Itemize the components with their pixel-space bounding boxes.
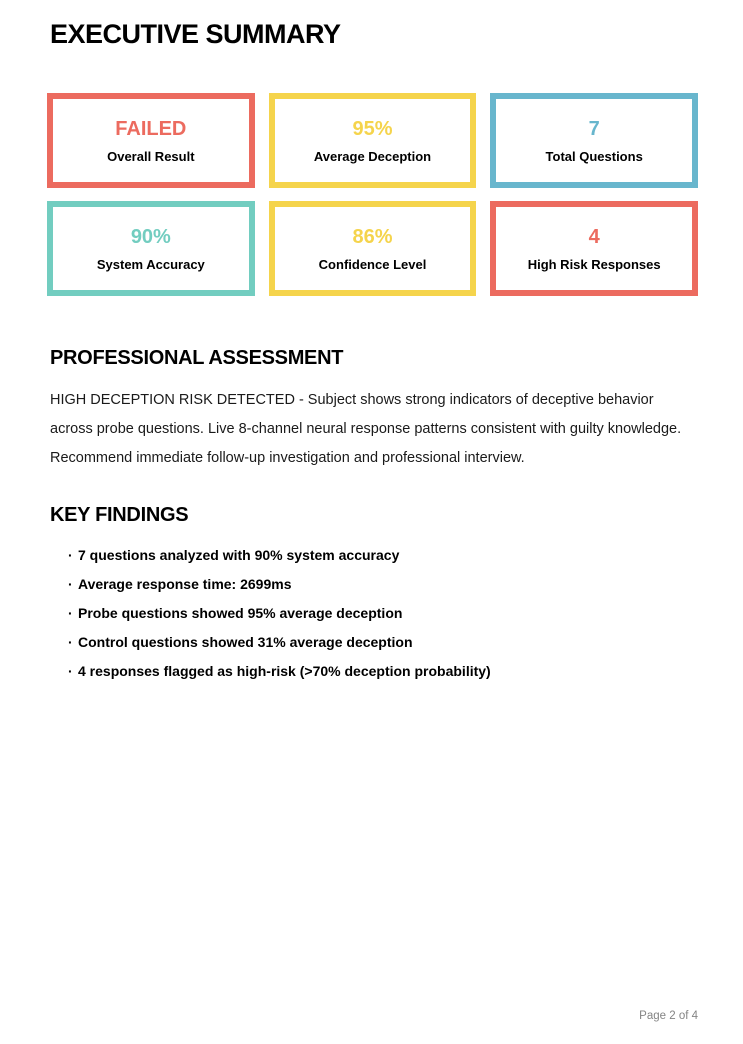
metric-value: 4 <box>588 225 600 248</box>
finding-item <box>68 570 695 599</box>
finding-text: 7 questions analyzed with 90% system accuracy <box>78 547 400 563</box>
bullet-icon: · <box>68 547 73 563</box>
metric-card-confidence-level <box>269 201 477 296</box>
metric-value: 7 <box>588 117 600 140</box>
assessment-heading: PROFESSIONAL ASSESSMENT <box>50 347 344 369</box>
finding-text: 4 responses flagged as high-risk (>70% deception probability) <box>78 663 491 679</box>
metric-value: 90% <box>130 225 171 248</box>
metric-card-total-questions <box>490 93 698 188</box>
page-number: Page 2 of 4 <box>639 1010 698 1022</box>
page-title: EXECUTIVE SUMMARY <box>50 19 341 49</box>
assessment-body-text: HIGH DECEPTION RISK DETECTED - Subject shows strong indicators of deceptive behavior across probe questions. Live 8-channel neural response patterns consistent with guilty knowledge. Recommend immediate follow-up investigation and professional interview. <box>50 392 682 466</box>
metric-card-average-deception <box>269 93 477 188</box>
bullet-icon: · <box>68 576 73 592</box>
metric-label: Total Questions <box>545 148 643 164</box>
metric-value: FAILED <box>115 117 187 140</box>
metric-card-high-risk-responses <box>490 201 698 296</box>
finding-item <box>68 599 695 628</box>
key-findings-list <box>50 541 695 686</box>
metric-label: High Risk Responses <box>527 256 661 272</box>
finding-text: Average response time: 2699ms <box>78 576 292 592</box>
metric-card-overall-result <box>47 93 255 188</box>
metrics-grid <box>47 93 698 296</box>
professional-assessment-section <box>0 347 743 473</box>
finding-text: Probe questions showed 95% average deception <box>78 605 403 621</box>
finding-text: Control questions showed 31% average deception <box>78 634 413 650</box>
metric-label: System Accuracy <box>96 256 205 272</box>
metric-value: 86% <box>352 225 393 248</box>
bullet-icon: · <box>68 605 73 621</box>
metric-label: Confidence Level <box>318 256 427 272</box>
bullet-icon: · <box>68 663 73 679</box>
metric-label: Average Deception <box>313 148 432 164</box>
key-findings-section <box>0 504 743 686</box>
key-findings-heading: KEY FINDINGS <box>50 504 189 526</box>
finding-item <box>68 628 695 657</box>
bullet-icon: · <box>68 634 73 650</box>
metric-value: 95% <box>352 117 393 140</box>
finding-item <box>68 541 695 570</box>
finding-item <box>68 657 695 686</box>
metric-label: Overall Result <box>107 148 195 164</box>
metric-card-system-accuracy <box>47 201 255 296</box>
